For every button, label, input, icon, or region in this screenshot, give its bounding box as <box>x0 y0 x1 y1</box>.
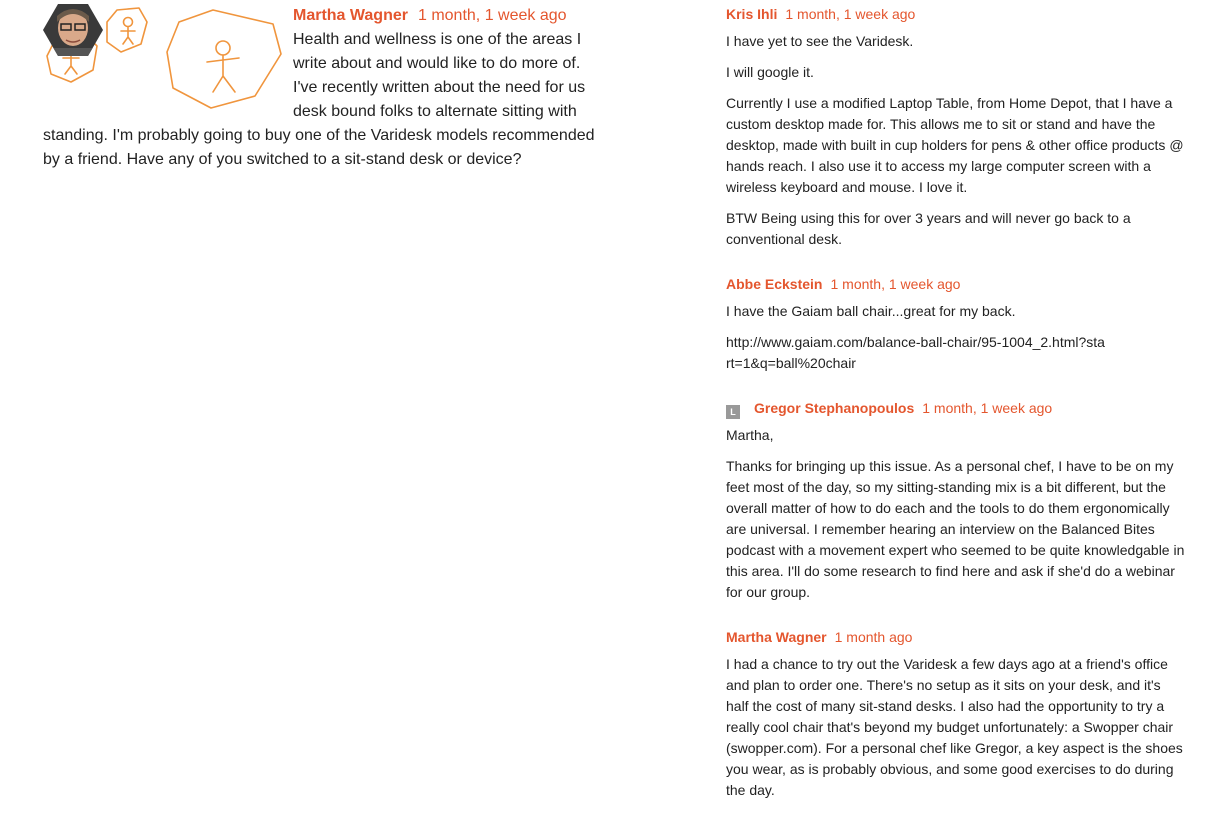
group-badge-icon: L <box>726 405 740 419</box>
comment-paragraph: I will google it. <box>726 64 814 80</box>
comment-meta <box>726 4 1186 24</box>
comment-author-link[interactable]: Gregor Stephanopoulos <box>754 400 915 416</box>
comment-author-link[interactable]: Martha Wagner <box>726 629 827 645</box>
comments-list <box>726 4 1186 825</box>
main-post <box>43 4 603 172</box>
comment-time-link[interactable]: 1 month, 1 week ago <box>785 6 916 22</box>
comment-paragraph: Currently I use a modified Laptop Table, from Home Depot, that I have a custom desktop made for. This allows me to sit or stand and have the desktop, made with built in cup holders for pens & other office products @ hands reach. I also use it to access my large computer screen with a wireless keyboard and mouse. I love it. <box>726 95 1184 195</box>
post-time-link[interactable]: 1 month, 1 week ago <box>417 7 567 24</box>
comment-kris-ihli <box>726 4 1186 250</box>
group-art <box>43 4 289 116</box>
comment-abbe-eckstein <box>726 274 1186 374</box>
comment-author-link[interactable]: Kris Ihli <box>726 6 778 22</box>
post-body: Health and wellness is one of the areas I write about and would like to do more of. I've recently written about the need for us desk bound folks to alternate sitting with standing. I'm probably going to buy one of the Varidesk models recommended by a friend. Have any of you switched to a sit-stand desk or device? <box>43 31 595 168</box>
comment-paragraph: Martha, <box>726 427 774 443</box>
post-author-link[interactable]: Martha Wagner <box>293 7 408 24</box>
comment-paragraph: BTW Being using this for over 3 years and will never go back to a conventional desk. <box>726 210 1131 247</box>
comment-paragraph: I have yet to see the Varidesk. <box>726 33 914 49</box>
comment-paragraph: I have the Gaiam ball chair...great for my back. <box>726 303 1016 319</box>
comment-meta <box>726 274 1186 294</box>
comment-author-link[interactable]: Abbe Eckstein <box>726 276 823 292</box>
avatar[interactable] <box>43 4 103 56</box>
comment-meta <box>726 398 1186 418</box>
comment-time-link[interactable]: 1 month, 1 week ago <box>922 400 1053 416</box>
comment-time-link[interactable]: 1 month, 1 week ago <box>830 276 961 292</box>
comment-paragraph: I had a chance to try out the Varidesk a few days ago at a friend's office and plan to order one. There's no setup as it sits on your desk, and it's half the cost of many sit-stand desks. I also had the opportunity to try a really cool chair that's beyond my budget unfortunately: a Swopper chair (swopper.com). For a personal chef like Gregor, a key aspect is the shoes you wear, as is probably obvious, and some good exercises to do during the day. <box>726 656 1183 798</box>
comment-time-link[interactable]: 1 month ago <box>834 629 913 645</box>
comment-url: http://www.gaiam.com/balance-ball-chair/95-1004_2.html?start=1&q=ball%20chair <box>726 334 1105 371</box>
comment-meta <box>726 627 1186 647</box>
comment-gregor-stephanopoulos <box>726 398 1186 603</box>
comment-martha-wagner <box>726 627 1186 801</box>
comment-paragraph: Thanks for bringing up this issue. As a personal chef, I have to be on my feet most of the day, so my sitting-standing mix is a bit different, but the overall matter of how to do each and the tools to do them ergonomically are universal. I remember hearing an interview on the Balanced Bites podcast with a movement expert who seemed to be quite knowledgable in this area. I'll do some research to find here and ask if she'd do a webinar for our group. <box>726 458 1185 600</box>
